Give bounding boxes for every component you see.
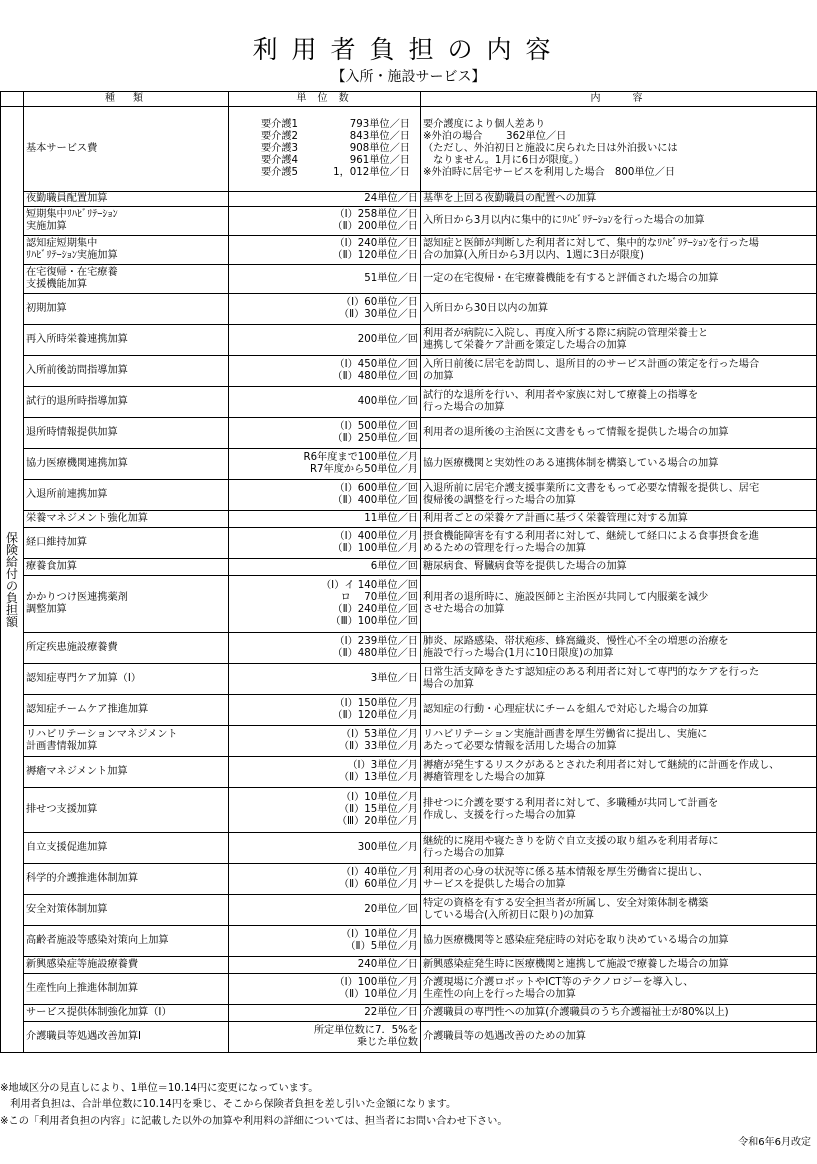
item-units: [229, 957, 421, 974]
item-name-line: 退所時情報提供加算: [26, 427, 118, 438]
item-units-line: （Ⅰ）600単位／回: [334, 483, 418, 494]
item-units-line: R6年度まで100単位／月: [303, 452, 418, 463]
item-units-line: （Ⅱ）120単位／日: [332, 250, 418, 261]
item-desc-line: 協力医療機関と実効性のある連携体制を構築している場合の加算: [423, 458, 719, 469]
item-name: [24, 192, 229, 207]
item-desc-line: 継続的に廃用や寝たきりを防ぐ自立支援の取り組みを利用者毎に: [423, 836, 719, 847]
item-units-line: （Ⅰ）10単位／月: [340, 929, 418, 940]
item-units-line: （Ⅰ）イ 140単位／回: [321, 580, 418, 591]
item-name: [24, 895, 229, 926]
item-desc-line: している場合(入所初日に限り)の加算: [423, 910, 594, 921]
item-desc-line: 連携して栄養ケア計画を策定した場合の加算: [423, 340, 627, 351]
item-desc-line: 基準を上回る夜勤職員の配置への加算: [423, 193, 597, 204]
item-desc: [421, 788, 817, 833]
item-desc-line: 認知症の行動・心理症状にチームを組んで対応した場合の加算: [423, 704, 709, 715]
basic-level-value: 793単位／日: [349, 119, 410, 130]
item-units-line: （Ⅰ）40単位／月: [340, 867, 418, 878]
item-units-line: （Ⅰ）100単位／月: [334, 977, 418, 988]
table-row: [1, 559, 817, 576]
table-row: [1, 864, 817, 895]
header-kind: 種 類: [24, 92, 229, 107]
item-units-line: （Ⅱ）200単位／日: [332, 221, 418, 232]
item-name: [24, 1005, 229, 1022]
basic-name: 基本サービス費: [24, 107, 229, 192]
side-label: [1, 107, 24, 1053]
item-units-line: 300単位／月: [357, 842, 418, 853]
item-name-line: 褥瘡マネジメント加算: [26, 766, 128, 777]
item-desc: [421, 449, 817, 480]
item-name: [24, 576, 229, 633]
side-label-char: の: [5, 578, 18, 593]
table-row: [1, 726, 817, 757]
item-desc: [421, 559, 817, 576]
item-units-line: （Ⅰ）3単位／月: [347, 760, 418, 771]
item-name-line: 入所前後訪問指導加算: [26, 365, 128, 376]
item-name-line: 実施加算: [26, 221, 67, 232]
item-name-line: 支援機能加算: [26, 279, 88, 290]
item-desc-line: 利用者が病院に入院し、再度入所する際に病院の管理栄養士と: [423, 328, 709, 339]
item-units-line: 200単位／回: [357, 334, 418, 345]
item-name: [24, 726, 229, 757]
footer-note-1: ※地域区分の見直しにより、1単位＝10.14円に変更になっています。: [0, 1083, 319, 1094]
item-name: [24, 387, 229, 418]
basic-desc-line: なりません。1月に6日が限度。）: [423, 155, 585, 166]
item-desc: [421, 387, 817, 418]
item-desc-line: サービスを提供した場合の加算: [423, 879, 566, 890]
item-name-line: 在宅復帰・在宅療養: [26, 267, 118, 278]
page-title: 利用者負担の内容: [252, 35, 565, 64]
item-desc-line: 日常生活支障をきたす認知症のある利用者に対して専門的なケアを行った: [423, 667, 760, 678]
item-units-line: （Ⅰ）500単位／回: [334, 421, 418, 432]
item-desc: [421, 633, 817, 664]
side-label-char: 給: [5, 554, 18, 569]
basic-desc-line: （ただし、外泊初日と施設に戻られた日は外泊扱いには: [423, 143, 678, 154]
item-desc: [421, 1005, 817, 1022]
item-units: [229, 633, 421, 664]
header-blank: [1, 92, 24, 107]
item-name-line: 科学的介護推進体制加算: [26, 873, 139, 884]
item-desc-line: 場合の加算: [423, 679, 474, 690]
item-name-line: 栄養マネジメント強化加算: [26, 513, 148, 524]
item-desc-line: 肺炎、尿路感染、帯状疱疹、蜂窩織炎、慢性心不全の増悪の治療を: [423, 636, 729, 647]
item-units-line: （Ⅱ）33単位／月: [338, 741, 418, 752]
item-name: [24, 757, 229, 788]
item-desc-line: 糖尿病食、腎臓病食等を提供した場合の加算: [423, 561, 627, 572]
item-units-line: （Ⅰ）240単位／日: [334, 238, 418, 249]
item-name: [24, 265, 229, 294]
item-name: [24, 864, 229, 895]
item-desc: [421, 974, 817, 1005]
item-units-line: （Ⅰ）258単位／日: [334, 209, 418, 220]
basic-level-line: [231, 155, 418, 167]
item-desc-line: 行った場合の加算: [423, 848, 505, 859]
item-desc-line: 試行的な退所を行い、利用者や家族に対して療養上の指導を: [423, 390, 699, 401]
item-name: [24, 1022, 229, 1053]
item-units-line: 22単位／日: [364, 1007, 418, 1018]
item-units-line: （Ⅰ）400単位／月: [334, 531, 418, 542]
basic-level-label: 要介護3: [261, 143, 299, 154]
item-name: [24, 974, 229, 1005]
item-desc: [421, 294, 817, 325]
item-units-line: （Ⅱ）250単位／回: [332, 433, 418, 444]
item-units: [229, 528, 421, 559]
item-name-line: 試行的退所時指導加算: [26, 396, 128, 407]
side-label-char: 額: [5, 614, 18, 629]
item-name-line: 認知症チームケア推進加算: [26, 704, 149, 715]
item-desc-line: 行った場合の加算: [423, 402, 505, 413]
item-name: [24, 236, 229, 265]
item-units: [229, 926, 421, 957]
item-units-line: （Ⅱ）100単位／月: [332, 543, 418, 554]
item-name: [24, 356, 229, 387]
item-units-line: （Ⅲ）100単位／回: [330, 616, 418, 627]
basic-level-line: [231, 131, 418, 143]
item-units: [229, 265, 421, 294]
table-row: [1, 576, 817, 633]
table-row: [1, 633, 817, 664]
item-units: [229, 895, 421, 926]
side-label-char: 負: [5, 590, 18, 605]
item-desc: [421, 1022, 817, 1053]
item-units-line: （Ⅰ）60単位／日: [340, 297, 418, 308]
basic-desc-line: ※外泊時に居宅サービスを利用した場合 800単位／日: [423, 167, 676, 178]
item-name: [24, 926, 229, 957]
footer-note-3: ※この「利用者負担の内容」に記載した以外の加算や利用料の詳細については、担当者にお問い合わせ下さい。: [0, 1116, 508, 1127]
item-units-line: （Ⅱ）240単位／回: [332, 604, 418, 615]
table-row: [1, 926, 817, 957]
item-units-line: 400単位／回: [357, 396, 418, 407]
item-desc-line: 特定の資格を有する安全担当者が所属し、安全対策体制を構築: [423, 898, 709, 909]
item-units-line: （Ⅱ）480単位／回: [332, 371, 418, 382]
item-desc: [421, 418, 817, 449]
item-units-line: （Ⅰ）150単位／月: [334, 698, 418, 709]
item-name-line: 認知症短期集中: [26, 238, 98, 249]
item-desc: [421, 664, 817, 695]
footer-note-2: 利用者負担は、合計単位数に10.14円を乗じ、そこから保険者負担を差し引いた金額になります。: [0, 1099, 457, 1110]
basic-level-value: 1，012単位／日: [333, 167, 410, 178]
item-name: [24, 511, 229, 528]
table-row: [1, 895, 817, 926]
item-name-line: 入退所前連携加算: [26, 489, 108, 500]
item-units-line: （Ⅱ）480単位／日: [332, 648, 418, 659]
item-name-line: 療養食加算: [26, 561, 77, 572]
item-units: [229, 418, 421, 449]
table-row: [1, 695, 817, 726]
item-desc-line: 利用者ごとの栄養ケア計画に基づく栄養管理に対する加算: [423, 513, 688, 524]
item-desc-line: 介護現場に介護ロボットやICT等のテクノロジーを導入し、: [423, 977, 694, 988]
item-units: [229, 664, 421, 695]
table-row: [1, 294, 817, 325]
page-subtitle: 【入所・施設サービス】: [331, 69, 486, 85]
item-desc-line: 排せつに介護を要する利用者に対して、多職種が共同して計画を: [423, 798, 719, 809]
revision-date: 令和6年6月改定: [738, 1137, 811, 1148]
item-units-line: （Ⅱ）60単位／月: [338, 879, 418, 890]
item-units-line: 所定単位数に7．5%を: [313, 1025, 418, 1036]
item-units: [229, 788, 421, 833]
item-units: [229, 207, 421, 236]
item-name-line: かかりつけ医連携薬剤: [26, 592, 128, 603]
item-desc: [421, 207, 817, 236]
item-desc-line: させた場合の加算: [423, 604, 505, 615]
basic-units: [229, 107, 421, 192]
basic-level-label: 要介護2: [261, 131, 299, 142]
table-row: [1, 788, 817, 833]
item-desc: [421, 576, 817, 633]
table-row: [1, 957, 817, 974]
item-units: [229, 480, 421, 511]
item-desc: [421, 757, 817, 788]
table-row: [1, 1005, 817, 1022]
item-desc: [421, 926, 817, 957]
item-name: [24, 695, 229, 726]
item-desc: [421, 511, 817, 528]
item-name-line: 協力医療機関連携加算: [26, 458, 128, 469]
item-name-line: 短期集中ﾘﾊﾋﾞﾘﾃｰｼｮﾝ: [26, 209, 118, 220]
basic-level-line: [231, 167, 418, 179]
item-desc-line: リハビリテーション実施計画書を厚生労働省に提出し、実施に: [423, 729, 708, 740]
item-name-line: 安全対策体制加算: [26, 904, 108, 915]
header-units: 単 位 数: [229, 92, 421, 107]
item-name-line: 調整加算: [26, 604, 67, 615]
item-units: [229, 325, 421, 356]
table-row: [1, 356, 817, 387]
item-desc: [421, 325, 817, 356]
item-name-line: 初期加算: [26, 303, 67, 314]
item-desc-line: 復帰後の調整を行った場合の加算: [423, 495, 576, 506]
table-row: [1, 449, 817, 480]
header-content: 内 容: [421, 92, 817, 107]
item-units: [229, 1022, 421, 1053]
item-desc: [421, 356, 817, 387]
item-units: [229, 387, 421, 418]
item-desc-line: 入所日から30日以内の加算: [423, 303, 549, 314]
item-desc-line: 介護職員等の処遇改善のための加算: [423, 1031, 586, 1042]
item-units: [229, 511, 421, 528]
basic-level-label: 要介護4: [261, 155, 299, 166]
item-name: [24, 559, 229, 576]
item-name: [24, 294, 229, 325]
basic-level-value: 843単位／日: [349, 131, 410, 142]
item-desc: [421, 528, 817, 559]
basic-level-value: 908単位／日: [349, 143, 410, 154]
item-units: [229, 695, 421, 726]
item-name-line: リハビリテーションマネジメント: [26, 729, 178, 740]
item-units-line: 3単位／日: [370, 673, 418, 684]
item-desc-line: 摂食機能障害を有する利用者に対して、継続して経口による食事摂食を進: [423, 531, 759, 542]
side-label-char: 担: [5, 602, 18, 617]
basic-level-line: [231, 119, 418, 131]
item-name-line: 認知症専門ケア加算（Ⅰ）: [26, 673, 142, 684]
item-units-line: ロ 70単位／回: [340, 592, 418, 603]
item-units-line: （Ⅱ）13単位／月: [338, 772, 418, 783]
item-units: [229, 236, 421, 265]
item-units: [229, 974, 421, 1005]
item-name-line: 夜勤職員配置加算: [26, 193, 108, 204]
table-row: [1, 833, 817, 864]
table-row: [1, 418, 817, 449]
item-name: [24, 833, 229, 864]
item-name-line: 介護職員等処遇改善加算Ⅰ: [26, 1031, 142, 1042]
item-name-line: 新興感染症等施設療養費: [26, 959, 139, 970]
item-desc-line: 利用者の退所後の主治医に文書をもって情報を提供した場合の加算: [423, 427, 729, 438]
item-name-line: 生産性向上推進体制加算: [26, 983, 139, 994]
basic-desc-line: 要介護度により個人差あり: [423, 119, 546, 130]
item-units-line: （Ⅰ）10単位／月: [340, 792, 418, 803]
item-units: [229, 356, 421, 387]
item-name: [24, 207, 229, 236]
item-name: [24, 480, 229, 511]
item-name: [24, 418, 229, 449]
item-units-line: 乗じた単位数: [356, 1037, 418, 1048]
item-desc: [421, 192, 817, 207]
item-desc-line: 褥瘡管理をした場合の加算: [423, 772, 546, 783]
item-units-line: 20単位／回: [364, 904, 418, 915]
item-desc: [421, 726, 817, 757]
table-row: [1, 757, 817, 788]
item-desc-line: の加算: [423, 371, 454, 382]
item-desc-line: 入所日前後に居宅を訪問し、退所目的のサービス計画の策定を行った場合: [423, 359, 760, 370]
item-desc-line: あたって必要な情報を活用した場合の加算: [423, 741, 617, 752]
item-desc-line: 一定の在宅復帰・在宅療養機能を有すると評価された場合の加算: [423, 273, 719, 284]
item-units: [229, 449, 421, 480]
table-row: [1, 664, 817, 695]
item-desc: [421, 957, 817, 974]
item-name-line: 経口維持加算: [26, 537, 88, 548]
side-label-char: 険: [5, 542, 18, 557]
basic-level-line: [231, 143, 418, 155]
basic-level-label: 要介護1: [261, 119, 299, 130]
item-units: [229, 757, 421, 788]
table-row: [1, 974, 817, 1005]
item-name: [24, 325, 229, 356]
item-desc-line: 生産性の向上を行った場合の加算: [423, 989, 576, 1000]
item-units: [229, 192, 421, 207]
item-units-line: 51単位／日: [364, 273, 418, 284]
table-row: [1, 511, 817, 528]
table-row: [1, 207, 817, 236]
item-units: [229, 576, 421, 633]
item-units-line: （Ⅱ）120単位／月: [332, 710, 418, 721]
item-name-line: サービス提供体制強化加算（Ⅰ）: [26, 1007, 172, 1018]
item-name: [24, 957, 229, 974]
table-row-basic: [1, 107, 817, 192]
item-desc: [421, 833, 817, 864]
table-row: [1, 387, 817, 418]
item-desc-line: 協力医療機関等と感染症発症時の対応を取り決めている場合の加算: [423, 935, 729, 946]
item-units: [229, 1005, 421, 1022]
item-name-line: 所定疾患施設療養費: [26, 642, 118, 653]
item-desc: [421, 895, 817, 926]
item-units: [229, 559, 421, 576]
item-desc-line: 入所日から3月以内に集中的にﾘﾊﾋﾞﾘﾃｰｼｮﾝを行った場合の加算: [423, 215, 705, 226]
basic-desc: [421, 107, 817, 192]
item-desc: [421, 480, 817, 511]
item-units: [229, 294, 421, 325]
item-units-line: （Ⅰ）239単位／日: [334, 636, 418, 647]
item-name: [24, 449, 229, 480]
basic-level-label: 要介護5: [261, 167, 299, 178]
item-name-line: 高齢者施設等感染対策向上加算: [26, 935, 169, 946]
item-units-line: （Ⅲ）20単位／月: [336, 816, 418, 827]
item-units-line: （Ⅱ）5単位／月: [345, 941, 418, 952]
item-desc: [421, 236, 817, 265]
item-desc-line: 作成し、支援を行った場合の加算: [423, 810, 576, 821]
item-desc: [421, 265, 817, 294]
item-desc-line: 褥瘡が発生するリスクがあるとされた利用者に対して継続的に計画を作成し、: [423, 760, 780, 771]
item-desc-line: 合の加算(入所日から3月以内、1週に3日が限度): [423, 250, 644, 261]
item-units-line: R7年度から50単位／月: [309, 464, 418, 475]
item-units: [229, 726, 421, 757]
item-desc-line: 新興感染症発生時に医療機関と連携して施設で療養した場合の加算: [423, 959, 729, 970]
table-row: [1, 265, 817, 294]
item-name: [24, 664, 229, 695]
item-units: [229, 833, 421, 864]
item-desc-line: 入退所前に居宅介護支援事業所に文書をもって必要な情報を提供し、居宅: [423, 483, 760, 494]
item-units-line: （Ⅰ）450単位／回: [334, 359, 418, 370]
fee-table: [0, 91, 817, 1053]
side-label-char: 保: [5, 530, 18, 545]
table-row: [1, 236, 817, 265]
item-units-line: 240単位／日: [357, 959, 418, 970]
item-desc: [421, 864, 817, 895]
item-name-line: ﾘﾊﾋﾞﾘﾃｰｼｮﾝ実施加算: [26, 250, 118, 261]
item-name-line: 排せつ支援加算: [26, 804, 98, 815]
table-row: [1, 528, 817, 559]
item-units: [229, 864, 421, 895]
item-desc-line: 施設で行った場合(1月に10日限度)の加算: [423, 648, 614, 659]
item-desc-line: 利用者の退所時に、施設医師と主治医が共同して内服薬を減少: [423, 592, 709, 603]
table-row: [1, 192, 817, 207]
item-desc-line: めるための管理を行った場合の加算: [423, 543, 586, 554]
item-name: [24, 788, 229, 833]
table-row: [1, 480, 817, 511]
item-units-line: （Ⅱ）30単位／日: [338, 309, 418, 320]
item-name-line: 計画書情報加算: [26, 741, 98, 752]
item-units-line: （Ⅱ）400単位／回: [332, 495, 418, 506]
side-label-char: 付: [5, 566, 18, 581]
item-desc-line: 介護職員の専門性への加算(介護職員のうち介護福祉士が80%以上): [423, 1007, 729, 1018]
item-units-line: 11単位／日: [364, 513, 418, 524]
table-row: [1, 325, 817, 356]
basic-level-value: 961単位／日: [349, 155, 410, 166]
item-name-line: 自立支援促進加算: [26, 842, 108, 853]
item-desc-line: 認知症と医師が判断した利用者に対して、集中的なﾘﾊﾋﾞﾘﾃｰｼｮﾝを行った場: [423, 238, 759, 249]
item-desc: [421, 695, 817, 726]
basic-desc-line: ※外泊の場合 362単位／日: [423, 131, 567, 142]
item-units-line: 24単位／日: [364, 193, 418, 204]
item-name-line: 再入所時栄養連携加算: [26, 334, 128, 345]
item-name: [24, 528, 229, 559]
item-name: [24, 633, 229, 664]
table-header-row: [1, 92, 817, 107]
table-row: [1, 1022, 817, 1053]
item-units-line: 6単位／回: [370, 561, 418, 572]
item-units-line: （Ⅱ）10単位／月: [338, 989, 418, 1000]
item-units-line: （Ⅰ）53単位／月: [340, 729, 418, 740]
item-units-line: （Ⅱ）15単位／月: [338, 804, 418, 815]
item-desc-line: 利用者の心身の状況等に係る基本情報を厚生労働省に提出し、: [423, 867, 709, 878]
